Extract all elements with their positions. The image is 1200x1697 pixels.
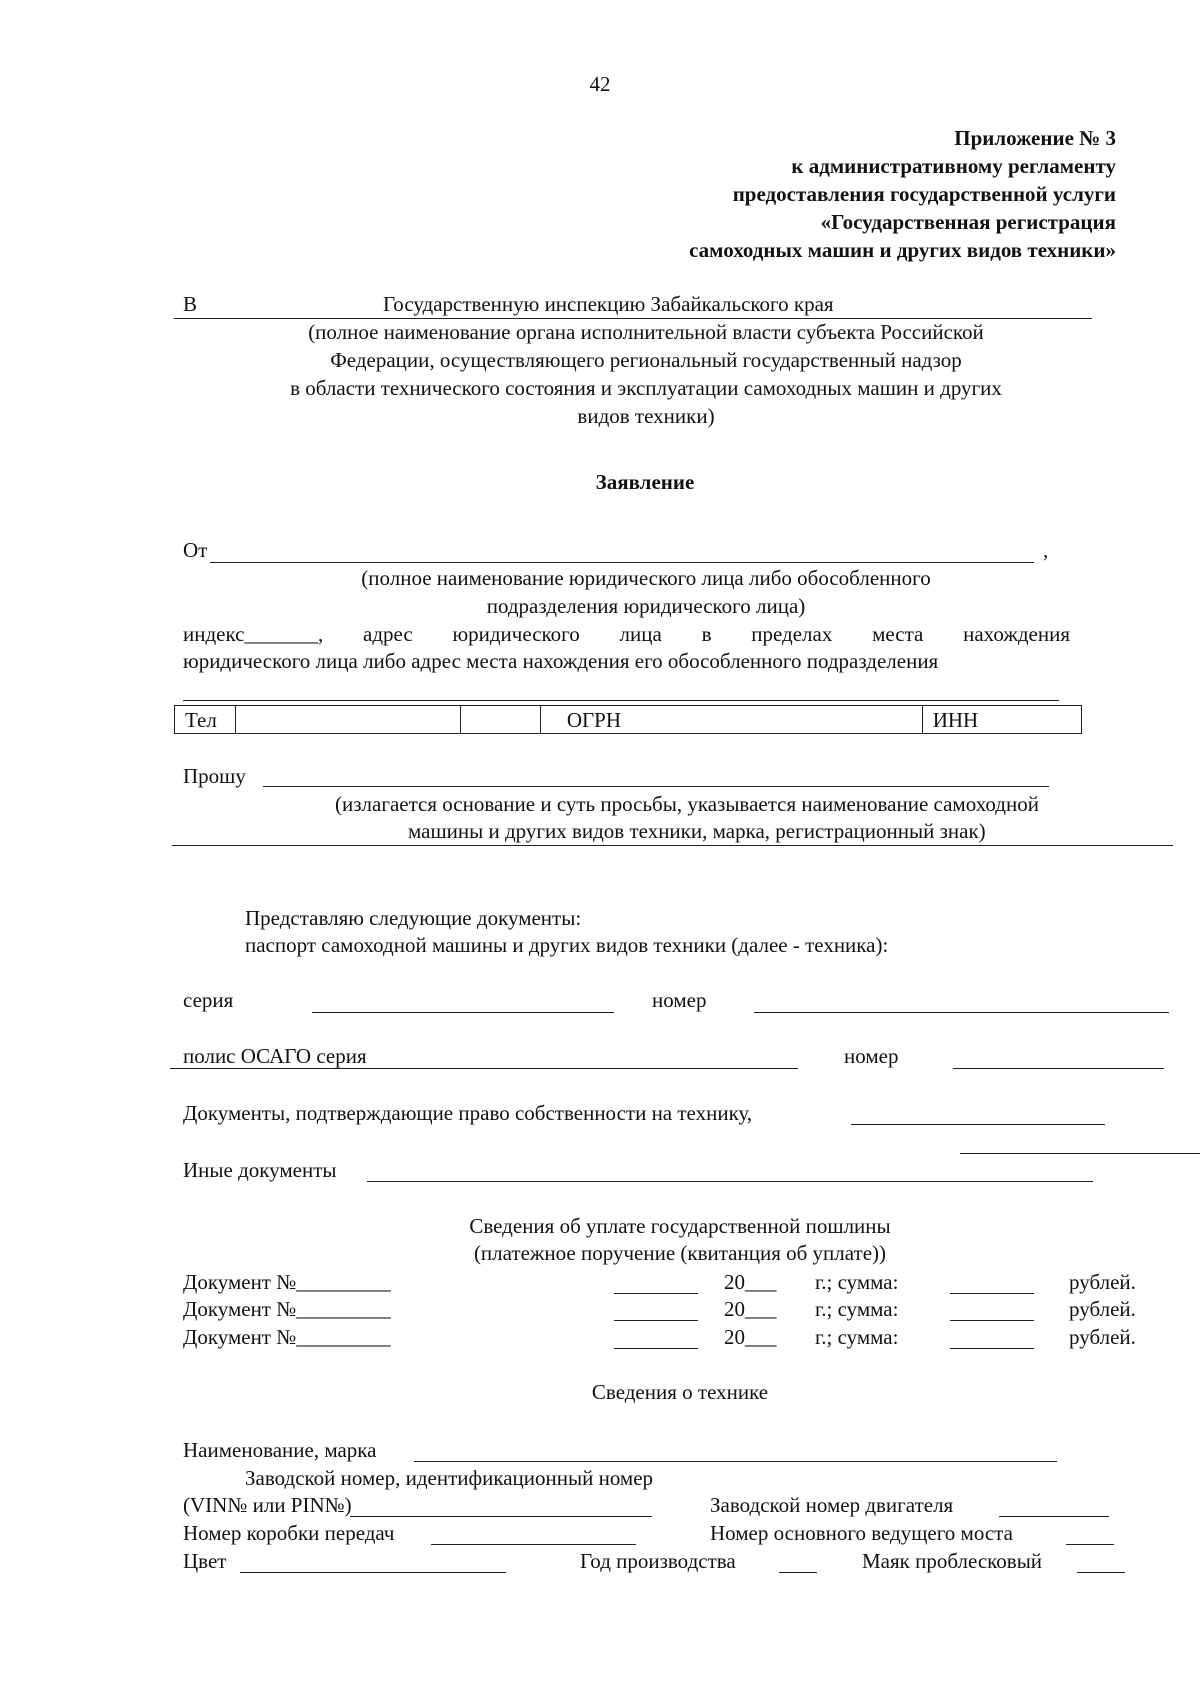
- recipient-value: Государственную инспекцию Забайкальского края: [383, 292, 834, 316]
- vehicle-name-label: Наименование, марка: [183, 1438, 377, 1462]
- header-line: Приложение № 3: [954, 126, 1116, 150]
- payment-sum-label: г.; сумма:: [815, 1297, 899, 1321]
- ogrn-label: ОГРН: [540, 706, 922, 734]
- request-caption-line: машины и других видов техники, марка, регистрационный знак): [408, 819, 986, 843]
- engine-field[interactable]: [999, 1516, 1109, 1517]
- header-line: «Государственная регистрация: [820, 210, 1116, 234]
- address-word: пределах: [751, 622, 833, 646]
- vehicle-name-field[interactable]: [414, 1461, 1057, 1462]
- series-field[interactable]: [312, 1012, 614, 1013]
- factory-number-label: Заводской номер, идентификационный номер: [245, 1466, 654, 1490]
- appendix-header: [689, 124, 1116, 264]
- color-label: Цвет: [183, 1549, 227, 1573]
- recipient-caption: [174, 318, 1118, 430]
- color-field[interactable]: [240, 1572, 506, 1573]
- from-label: От: [183, 538, 208, 562]
- axle-field[interactable]: [1066, 1544, 1114, 1545]
- address-word: адрес: [363, 622, 413, 646]
- payment-sum-field[interactable]: [950, 1293, 1034, 1294]
- beacon-field[interactable]: [1077, 1572, 1125, 1573]
- page-number: 42: [589, 72, 611, 96]
- gearbox-label: Номер коробки передач: [183, 1521, 395, 1545]
- document-title: Заявление: [595, 470, 695, 494]
- address-line-1: [183, 622, 1070, 646]
- tel-extra-cell[interactable]: [461, 706, 541, 734]
- recipient-prefix: В: [183, 292, 198, 316]
- address-line-2: юридического лица либо адрес места нахождения его обособленного подразделения: [183, 649, 939, 673]
- payment-sum-label: г.; сумма:: [815, 1325, 899, 1349]
- payment-doc-number: Документ №_________: [183, 1297, 391, 1321]
- address-word: лица: [619, 622, 662, 646]
- number-label: номер: [652, 988, 707, 1012]
- osago-label: полис ОСАГО серия: [183, 1044, 367, 1068]
- vin-field[interactable]: [350, 1516, 652, 1517]
- requisites-table: [174, 705, 1082, 734]
- from-underline[interactable]: [210, 562, 1034, 563]
- request-underline[interactable]: [263, 786, 1049, 787]
- address-word: юридического: [452, 622, 580, 646]
- year-label: Год производства: [580, 1549, 736, 1573]
- caption-line: видов техники): [577, 404, 715, 428]
- tel-label: Тел: [175, 706, 236, 734]
- payment-title-line: Сведения об уплате государственной пошлины: [469, 1214, 891, 1238]
- osago-series-field[interactable]: [170, 1068, 798, 1069]
- payment-sum-field[interactable]: [950, 1348, 1034, 1349]
- caption-line: Федерации, осуществляющего региональный государственный надзор: [330, 348, 962, 372]
- inn-label: ИНН: [922, 706, 1081, 734]
- caption-line: подразделения юридического лица): [486, 594, 806, 618]
- request-label: Прошу: [183, 764, 246, 788]
- from-caption: [174, 564, 1118, 620]
- address-word: места: [872, 622, 924, 646]
- caption-line: (полное наименование органа исполнительной власти субъекта Российской: [308, 320, 984, 344]
- year-field[interactable]: [779, 1572, 817, 1573]
- payment-year: 20___: [724, 1325, 777, 1349]
- osago-number-label: номер: [844, 1044, 899, 1068]
- passport-label: паспорт самоходной машины и других видов техники (далее - техника):: [245, 933, 889, 957]
- payment-title-line: (платежное поручение (квитанция об уплате)): [473, 1241, 887, 1265]
- series-label: серия: [183, 988, 234, 1012]
- axle-label: Номер основного ведущего моста: [710, 1521, 1013, 1545]
- payment-sum-field[interactable]: [950, 1320, 1034, 1321]
- request-caption-line: (излагается основание и суть просьбы, указывается наименование самоходной: [335, 792, 1039, 816]
- number-field[interactable]: [754, 1012, 1169, 1013]
- header-line: предоставления государственной услуги: [732, 182, 1116, 206]
- payment-currency: рублей.: [1069, 1325, 1136, 1349]
- from-comma: ,: [1043, 538, 1049, 562]
- beacon-label: Маяк проблесковый: [862, 1549, 1043, 1573]
- request-underline-2[interactable]: [172, 845, 1173, 846]
- other-docs-label: Иные документы: [183, 1158, 337, 1182]
- ownership-field[interactable]: [851, 1124, 1105, 1125]
- address-word: в: [701, 622, 712, 646]
- documents-intro: Представляю следующие документы:: [245, 906, 582, 930]
- payment-year: 20___: [724, 1297, 777, 1321]
- gearbox-field[interactable]: [431, 1544, 636, 1545]
- address-underline[interactable]: [183, 700, 1059, 701]
- engine-label: Заводской номер двигателя: [710, 1493, 954, 1517]
- ownership-field-extension[interactable]: [960, 1153, 1200, 1154]
- payment-doc-number: Документ №_________: [183, 1325, 391, 1349]
- payment-year: 20___: [724, 1270, 777, 1294]
- vin-label: (VIN№ или PIN№): [183, 1493, 352, 1517]
- osago-number-field[interactable]: [953, 1068, 1164, 1069]
- payment-currency: рублей.: [1069, 1270, 1136, 1294]
- address-word: нахождения: [963, 622, 1070, 646]
- tel-input-cell[interactable]: [235, 706, 460, 734]
- other-docs-field[interactable]: [367, 1181, 1093, 1182]
- payment-date-field[interactable]: [614, 1348, 698, 1349]
- caption-line: в области технического состояния и эксплуатации самоходных машин и других: [290, 376, 1002, 400]
- header-line: к административному регламенту: [791, 154, 1116, 178]
- ownership-label: Документы, подтверждающие право собственности на технику,: [183, 1101, 753, 1125]
- caption-line: (полное наименование юридического лица либо обособленного: [361, 566, 931, 590]
- address-word: индекс_______,: [183, 622, 324, 646]
- payment-date-field[interactable]: [614, 1320, 698, 1321]
- payment-doc-number: Документ №_________: [183, 1270, 391, 1294]
- payment-sum-label: г.; сумма:: [815, 1270, 899, 1294]
- payment-currency: рублей.: [1069, 1297, 1136, 1321]
- payment-date-field[interactable]: [614, 1293, 698, 1294]
- header-line: самоходных машин и других видов техники»: [689, 238, 1116, 262]
- vehicle-title: Сведения о технике: [591, 1380, 769, 1404]
